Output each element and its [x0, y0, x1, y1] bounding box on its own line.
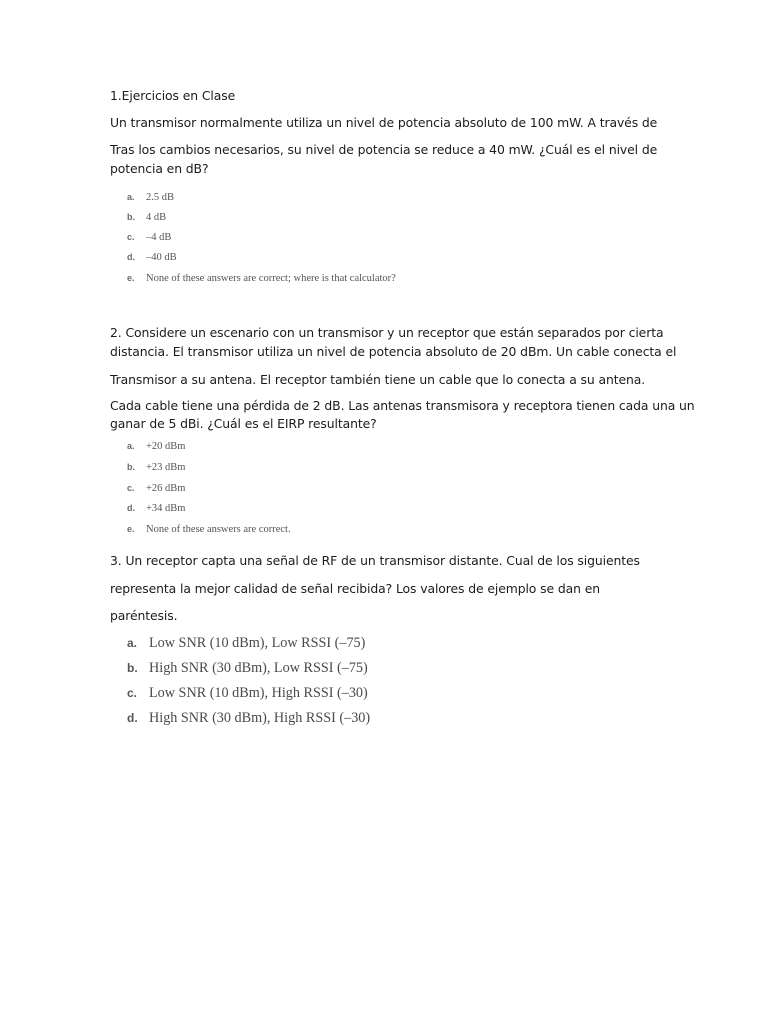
q3-option-b	[127, 660, 368, 677]
q1-option-b	[127, 212, 166, 223]
q3-option-d	[127, 710, 370, 727]
q1-option-a	[127, 192, 174, 203]
option-letter: b.	[127, 212, 135, 222]
option-letter: c.	[127, 686, 138, 700]
option-letter: a.	[127, 636, 138, 650]
option-letter: d.	[127, 711, 138, 725]
question-1-line-1: Un transmisor normalmente utiliza un nivel de potencia absoluto de 100 mW. A través de	[110, 115, 658, 130]
option-text: 2.5 dB	[146, 192, 175, 203]
option-text: Low SNR (10 dBm), High RSSI (–30)	[149, 685, 368, 701]
option-letter: c.	[127, 232, 135, 242]
option-letter: c.	[127, 483, 135, 493]
option-text: +34 dBm	[146, 503, 186, 514]
question-2-line-5: ganar de 5 dBi. ¿Cuál es el EIRP resultante?	[110, 416, 377, 431]
q2-option-d	[127, 503, 185, 514]
option-text: +26 dBm	[146, 483, 186, 494]
section-heading: 1.Ejercicios en Clase	[110, 88, 236, 103]
question-3-line-1: 3. Un receptor capta una señal de RF de un transmisor distante. Cual de los siguientes	[110, 553, 640, 568]
option-letter: e.	[127, 524, 135, 534]
q2-option-b	[127, 462, 185, 473]
option-letter: a.	[127, 192, 135, 202]
option-letter: b.	[127, 661, 138, 675]
option-text: High SNR (30 dBm), High RSSI (–30)	[149, 710, 371, 726]
q3-option-a	[127, 635, 365, 652]
question-3-line-2: representa la mejor calidad de señal recibida? Los valores de ejemplo se dan en	[110, 581, 600, 596]
option-text: +20 dBm	[146, 441, 186, 452]
question-3-line-3: paréntesis.	[110, 608, 178, 623]
question-2-line-4: Cada cable tiene una pérdida de 2 dB. Las antenas transmisora y receptora tienen cada una un	[110, 398, 695, 413]
q1-option-d	[127, 252, 177, 263]
option-text: +23 dBm	[146, 462, 186, 473]
option-text: –40 dB	[146, 252, 177, 263]
option-text: 4 dB	[146, 212, 167, 223]
option-letter: d.	[127, 252, 135, 262]
question-2-line-3: Transmisor a su antena. El receptor también tiene un cable que lo conecta a su antena.	[110, 372, 646, 387]
option-text: –4 dB	[146, 232, 172, 243]
question-1-line-3: potencia en dB?	[110, 161, 209, 176]
option-letter: e.	[127, 273, 135, 283]
option-text: None of these answers are correct.	[146, 524, 291, 535]
option-letter: d.	[127, 503, 135, 513]
option-letter: b.	[127, 462, 135, 472]
q2-option-a	[127, 441, 185, 452]
q1-option-c	[127, 232, 171, 243]
option-text: Low SNR (10 dBm), Low RSSI (–75)	[149, 635, 366, 651]
question-1-line-2: Tras los cambios necesarios, su nivel de potencia se reduce a 40 mW. ¿Cuál es el nivel de	[110, 142, 658, 157]
q2-option-c	[127, 483, 185, 494]
question-2-line-1: 2. Considere un escenario con un transmisor y un receptor que están separados por cierta	[110, 325, 664, 340]
option-letter: a.	[127, 441, 135, 451]
question-2-line-2: distancia. El transmisor utiliza un nivel de potencia absoluto de 20 dBm. Un cable conecta el	[110, 344, 677, 359]
option-text: High SNR (30 dBm), Low RSSI (–75)	[149, 660, 368, 676]
q3-option-c	[127, 685, 368, 702]
q1-option-e	[127, 273, 396, 284]
q2-option-e	[127, 524, 291, 535]
option-text: None of these answers are correct; where is that calculator?	[146, 273, 396, 284]
